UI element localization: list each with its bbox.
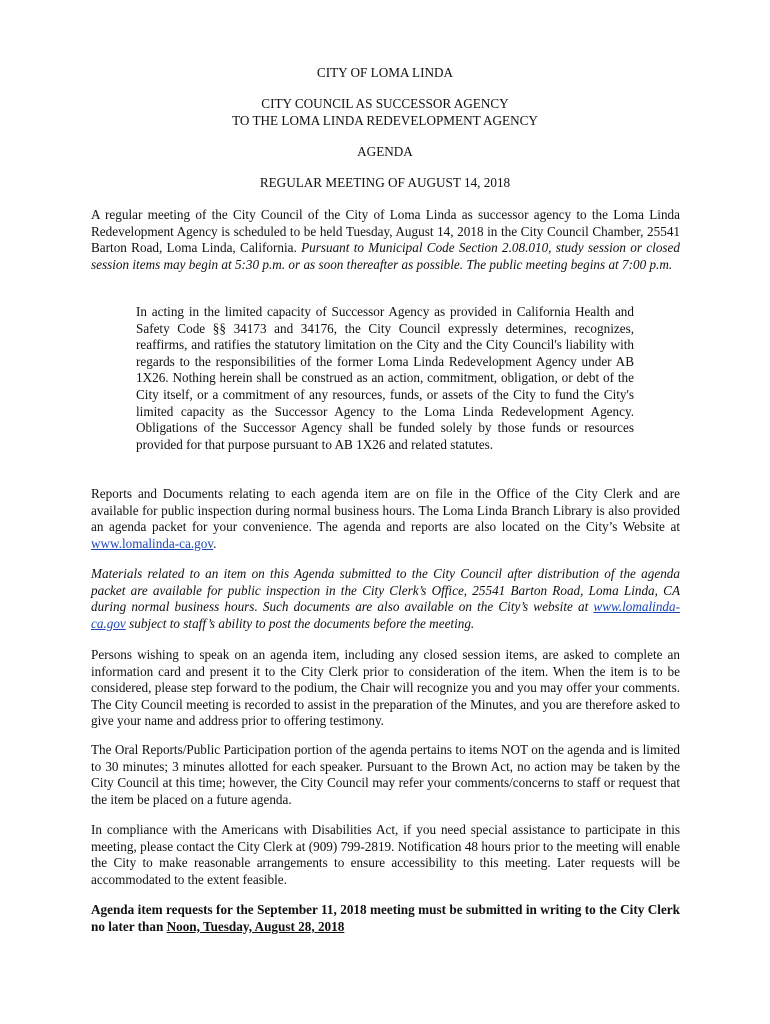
city-title: CITY OF LOMA LINDA xyxy=(316,65,454,80)
intro-paragraph xyxy=(91,207,680,273)
intro-text: A regular meeting of the City Council of the City of Loma Linda as successor agency to the Loma Linda Redevelopment Agency is scheduled to be held Tuesday, August 14, 2018 in the City Council Chamber, 25541 Barton Road, Loma Linda, California. xyxy=(91,207,680,256)
agency-line-2: TO THE LOMA LINDA REDEVELOPMENT AGENCY xyxy=(232,112,538,128)
materials-website-link[interactable]: www.lomalinda-ca.gov xyxy=(91,599,680,631)
reports-text: Reports and Documents relating to each agenda item are on file in the Office of the City Clerk and are available for public inspection during normal business hours. The Loma Linda Branch Library is also provided an agenda packet for your convenience. The agenda and reports are also located on the City’s Website at xyxy=(91,486,680,535)
deadline-text: Agenda item requests for the September 11, 2018 meeting must be submitted in writing to the City Clerk no later than xyxy=(91,902,680,934)
document-type: AGENDA xyxy=(357,144,413,159)
materials-tail: subject to staff’s ability to post the documents before the meeting. xyxy=(125,615,475,631)
deadline-date: Noon, Tuesday, August 28, 2018 xyxy=(166,918,345,934)
ada-paragraph: In compliance with the Americans with Disabilities Act, if you need special assistance to participate in this meeting, please contact the City Clerk at (909) 799-2819. Notification 48 hours prior to the meeting will enable the City to make reasonable arrangements to ensure accessibility to this meeting. Later requests will be accommodated to the extent feasible. xyxy=(91,822,680,887)
reports-tail: . xyxy=(213,535,217,551)
oral-reports-paragraph: The Oral Reports/Public Participation portion of the agenda pertains to items NOT on the agenda and is limited to 30 minutes; 3 minutes allotted for each speaker. Pursuant to the Brown Act, no action may be taken by the City Council at this time; however, the City Council may refer your comments/concerns to staff or request that the item be placed on a future agenda. xyxy=(91,742,680,807)
agency-title xyxy=(0,96,770,129)
intro-italic-text: Pursuant to Municipal Code Section 2.08.010, study session or closed session items may begin at 5:30 p.m. or as soon thereafter as possible. The public meeting begins at 7:00 p.m. xyxy=(91,240,680,272)
successor-agency-statement: In acting in the limited capacity of Successor Agency as provided in California Health and Safety Code §§ 34173 and 34176, the City Council expressly determines, recognizes, reaffirms, and ratifies the statutory limitation on the City and the City Council's liability with regards to the responsibilities of the former Loma Linda Redevelopment Agency under AB 1X26. Nothing herein shall be construed as an action, commitment, obligation, or debt of the City itself, or a commitment of any resources, funds, or assets of the City to fund the City's limited capacity as the Successor Agency to the Loma Linda Redevelopment Agency. Obligations of the Successor Agency shall be funded solely by those funds or resources provided for that purpose pursuant to AB 1X26 and related statutes. xyxy=(136,304,634,452)
reports-paragraph xyxy=(91,486,680,552)
materials-paragraph xyxy=(91,566,680,632)
website-link[interactable]: www.lomalinda-ca.gov xyxy=(91,535,214,551)
agency-line-1: CITY COUNCIL AS SUCCESSOR AGENCY xyxy=(261,96,509,111)
speakers-paragraph: Persons wishing to speak on an agenda item, including any closed session items, are asked to complete an information card and present it to the City Clerk prior to consideration of the item. When the item is to be considered, please step forward to the podium, the Chair will recognize you and you may offer your comments. The City Council meeting is recorded to assist in the preparation of the Minutes, and you are therefore asked to give your name and address prior to offering testimony. xyxy=(91,647,680,729)
meeting-title: REGULAR MEETING OF AUGUST 14, 2018 xyxy=(259,175,511,190)
deadline-notice xyxy=(91,902,680,935)
materials-text: Materials related to an item on this Agenda submitted to the City Council after distribution of the agenda packet are available for public inspection in the City Clerk’s Office, 25541 Barton Road, Loma Linda, CA during normal business hours. Such documents are also available on the City’s website at xyxy=(91,566,680,615)
